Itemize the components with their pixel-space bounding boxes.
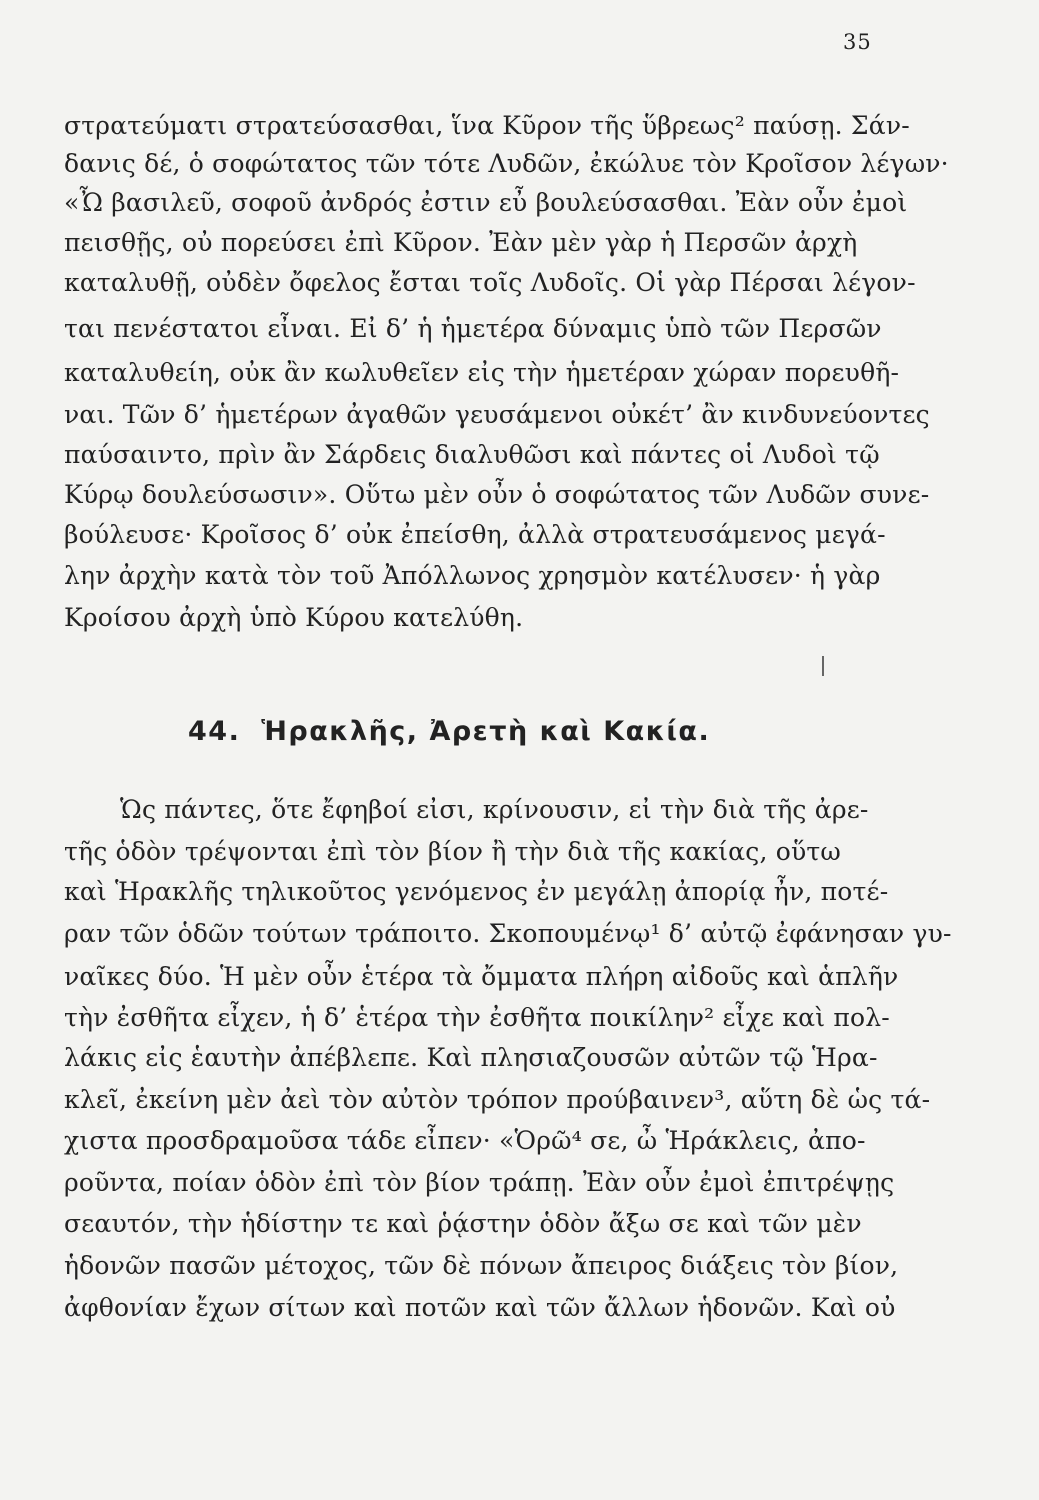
text-line: παύσαιντο, πρὶν ἂν Σάρδεις διαλυθῶσι καὶ πάντες οἱ Λυδοὶ τῷ [64,440,880,469]
text-line: σεαυτόν, τὴν ἡδίστην τε καὶ ῥᾴστην ὁδὸν ἄξω σε καὶ τῶν μὲν [64,1209,862,1238]
text-line: καταλυθείη, οὐκ ἂν κωλυθεῖεν εἰς τὴν ἡμετέραν χώραν πορευθῆ- [64,358,900,387]
text-line: ραν τῶν ὁδῶν τούτων τράποιτο. Σκοπουμένῳ¹ δ’ αὐτῷ ἐφάνησαν γυ- [64,919,952,948]
text-line: καὶ Ἡρακλῆς τηλικοῦτος γενόμενος ἐν μεγάλῃ ἀπορίᾳ ἦν, ποτέ- [64,877,889,906]
text-line: κλεῖ, ἐκείνη μὲν ἀεὶ τὸν αὐτὸν τρόπον προύβαινεν³, αὕτη δὲ ὡς τά- [64,1085,931,1114]
text-line: βούλευσε· Κροῖσος δ’ οὐκ ἐπείσθη, ἀλλὰ στρατευσάμενος μεγά- [64,520,886,549]
text-line: ναι. Τῶν δ’ ἡμετέρων ἀγαθῶν γευσάμενοι οὐκέτ’ ἂν κινδυνεύοντες [64,400,930,429]
text-line: ἀφθονίαν ἔχων σίτων καὶ ποτῶν καὶ τῶν ἄλλων ἡδονῶν. Καὶ οὐ [64,1293,896,1322]
text-line: στρατεύματι στρατεύσασθαι, ἵνα Κῦρον τῆς ὕβρεως² παύσῃ. Σάν- [64,111,910,140]
text-line: χιστα προσδραμοῦσα τάδε εἶπεν· «Ὁρῶ⁴ σε, ὦ Ἡράκλεις, ἀπο- [64,1126,866,1155]
section-number: 44. [188,716,241,747]
text-line: τὴν ἐσθῆτα εἶχεν, ἡ δ’ ἑτέρα τὴν ἐσθῆτα ποικίλην² εἶχε καὶ πολ- [64,1003,890,1032]
section-title: Ἡρακλῆς, Ἀρετὴ καὶ Κακία. [261,716,711,747]
text-line: ναῖκες δύο. Ἡ μὲν οὖν ἑτέρα τὰ ὄμματα πλήρη αἰδοῦς καὶ ἁπλῆν [64,962,899,991]
page-number: 35 [843,30,872,54]
text-line: «Ὦ βασιλεῦ, σοφοῦ ἀνδρός ἐστιν εὖ βουλεύσασθαι. Ἐὰν οὖν ἐμοὶ [64,188,908,217]
text-line: ἡδονῶν πασῶν μέτοχος, τῶν δὲ πόνων ἄπειρος διάξεις τὸν βίον, [64,1251,899,1280]
text-line: πεισθῇς, οὐ πορεύσει ἐπὶ Κῦρον. Ἐὰν μὲν γὰρ ἡ Περσῶν ἀρχὴ [64,228,858,257]
text-line: ροῦντα, ποίαν ὁδὸν ἐπὶ τὸν βίον τράπῃ. Ἐὰν οὖν ἐμοὶ ἐπιτρέψῃς [64,1168,895,1197]
text-line: λάκις εἰς ἑαυτὴν ἀπέβλεπε. Καὶ πλησιαζουσῶν αὐτῶν τῷ Ἡρα- [64,1043,878,1072]
text-line: ται πενέστατοι εἶναι. Εἰ δ’ ἡ ἡμετέρα δύναμις ὑπὸ τῶν Περσῶν [64,314,882,343]
text-line: Κροίσου ἀρχὴ ὑπὸ Κύρου κατελύθη. [64,603,524,632]
text-line: δανις δέ, ὁ σοφώτατος τῶν τότε Λυδῶν, ἐκώλυε τὸν Κροῖσον λέγων· [64,149,949,178]
text-line: Ὡς πάντες, ὅτε ἔφηβοί εἰσι, κρίνουσιν, εἰ τὴν διὰ τῆς ἀρε- [120,795,869,824]
text-line: καταλυθῇ, οὐδὲν ὄφελος ἔσται τοῖς Λυδοῖς. Οἱ γὰρ Πέρσαι λέγον- [64,268,916,297]
text-line: λην ἀρχὴν κατὰ τὸν τοῦ Ἀπόλλωνος χρησμὸν κατέλυσεν· ἡ γὰρ [64,561,881,590]
text-line: τῆς ὁδὸν τρέψονται ἐπὶ τὸν βίον ἢ τὴν διὰ τῆς κακίας, οὕτω [64,837,842,866]
text-line: Κύρῳ δουλεύσωσιν». Οὕτω μὲν οὖν ὁ σοφώτατος τῶν Λυδῶν συνε- [64,480,930,509]
